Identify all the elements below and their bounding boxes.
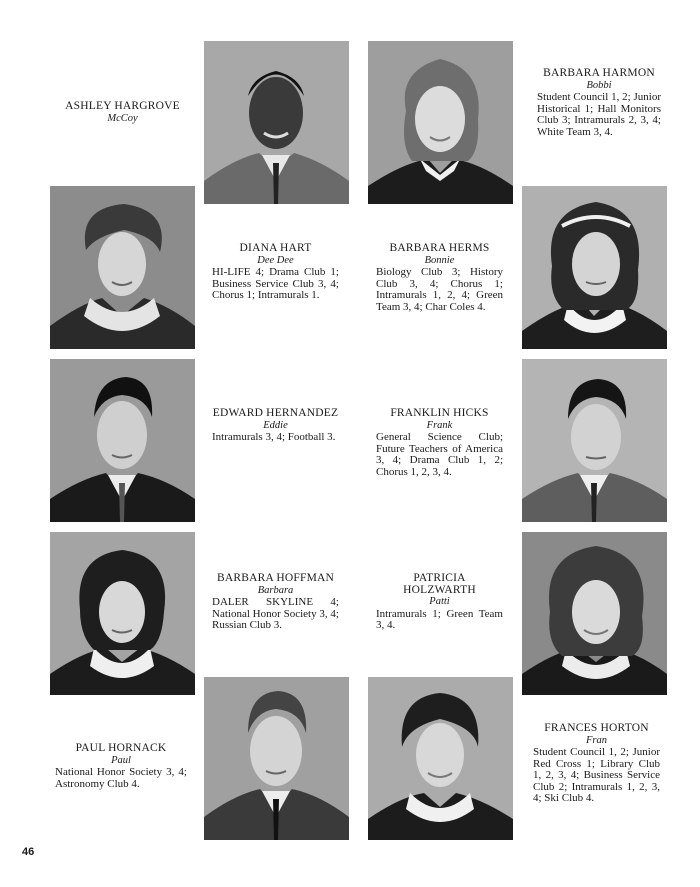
student-name: BARBARA HOFFMAN [216,572,335,584]
student-nickname: McCoy [107,112,138,124]
student-activities: General Science Club; Future Teachers of America 3, 4; Drama Club 1, 2; Chorus 1, 2, 3, 4. [376,431,503,478]
student-activities: Intramurals 3, 4; Football 3. [212,431,336,443]
portrait-photo-edward-hernandez [50,359,195,522]
student-name: DIANA HART [239,242,312,254]
student-activities: Intramurals 1; Green Team 3, 4. [376,607,503,631]
student-entry-barbara-harmon [537,68,661,138]
student-entry-edward-hernandez [212,408,339,444]
student-activities: Student Council 1, 2; Junior Red Cross 1; Library Club 1, 2, 3, 4; Business Service Club 2; Intramurals 1, 2, 3, 4; Ski Club 4. [533,746,660,804]
student-name: PAUL HORNACK [75,742,167,754]
student-nickname: Paul [111,754,131,766]
student-activities: Biology Club 3; History Club 3, 4; Chorus 1; Intramurals 1, 2, 4; Green Team 3, 4; Char Coles 4. [376,266,503,313]
portrait-photo-franklin-hicks [522,359,667,522]
student-nickname: Dee Dee [257,254,294,266]
portrait-photo-diana-hart [50,186,195,349]
student-name: BARBARA HARMON [543,67,655,79]
student-entry-diana-hart [212,243,339,302]
portrait-photo-patricia-holzwarth [522,532,667,695]
student-activities: Student Council 1, 2; Junior Historical 1; Hall Monitors Club 3; Intramurals 2, 3, 4; White Team 3, 4. [537,91,661,138]
student-name: FRANKLIN HICKS [390,407,489,419]
student-nickname: Barbara [257,584,294,596]
student-nickname: Bonnie [424,254,455,266]
student-nickname: Patti [429,596,450,607]
student-entry-frances-horton [533,723,660,805]
student-entry-franklin-hicks [376,408,503,478]
student-entry-barbara-herms [376,243,503,313]
portrait-photo-ashley-hargrove [204,41,349,204]
page-number: 46 [22,846,35,858]
student-name: EDWARD HERNANDEZ [212,407,339,419]
student-name: FRANCES HORTON [544,722,649,734]
student-nickname: Fran [586,734,607,746]
portrait-photo-barbara-herms [522,186,667,349]
student-name: BARBARA HERMS [389,242,490,254]
student-name: PATRICIA HOLZWARTH [403,572,476,596]
student-entry-barbara-hoffman [212,573,339,632]
student-activities: DALER SKYLINE 4; National Honor Society 3, 4; Russian Club 3. [212,596,339,631]
student-nickname: Bobbi [586,79,612,91]
portrait-photo-frances-horton [368,677,513,840]
student-entry-paul-hornack [55,743,187,790]
student-entry-ashley-hargrove [55,101,190,124]
student-nickname: Eddie [263,419,288,431]
portrait-photo-paul-hornack [204,677,349,840]
portrait-photo-barbara-hoffman [50,532,195,695]
portrait-photo-barbara-harmon [368,41,513,204]
student-entry-patricia-holzwarth [376,573,503,632]
student-nickname: Frank [426,419,453,431]
student-name: ASHLEY HARGROVE [65,100,180,112]
student-activities: HI-LIFE 4; Drama Club 1; Business Service Club 3, 4; Chorus 1; Intramurals 1. [212,266,339,301]
student-activities: National Honor Society 3, 4; Astronomy Club 4. [55,766,187,790]
